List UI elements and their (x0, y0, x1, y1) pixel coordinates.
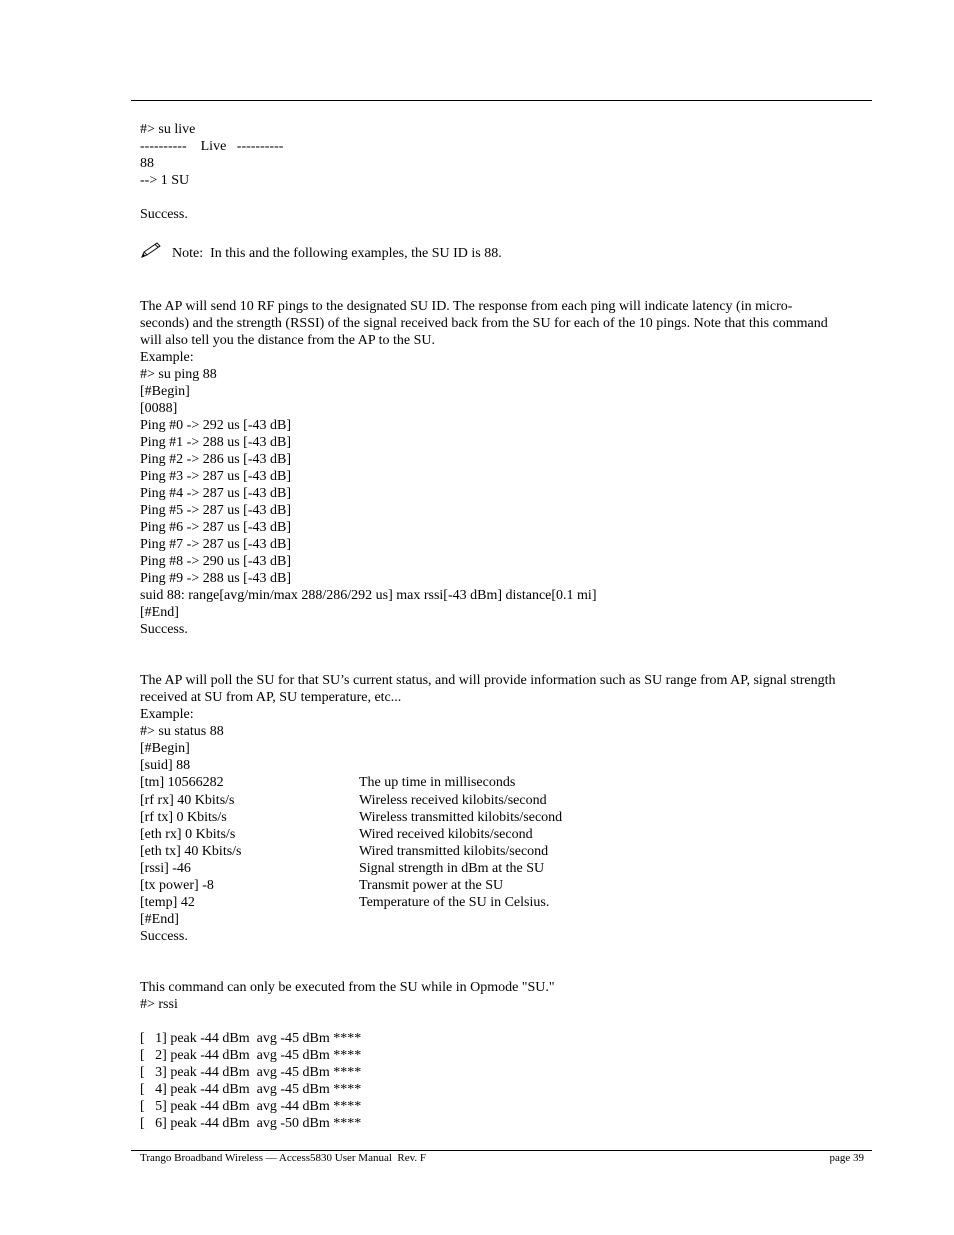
footer-rule (131, 1150, 872, 1151)
ping-description: The AP will send 10 RF pings to the designated SU ID. The response from each ping will indicate latency (in micro-seconds) and the strength (RSSI) of the signal received back from the SU for each of the 10 pings. Note that this command will also tell you the distance from the AP to the SU. (140, 299, 828, 348)
header-rule (131, 100, 872, 101)
ping-line: [#End] (140, 605, 179, 620)
ping-line: [0088] (140, 401, 178, 416)
ping-line: Success. (140, 622, 188, 637)
ping-line: Ping #7 -> 287 us [-43 dB] (140, 537, 292, 552)
status-field: [temp] 42 (140, 895, 195, 910)
page-number: page 39 (829, 1152, 864, 1164)
status-line: Example: (140, 707, 194, 722)
rssi-line: [ 1] peak -44 dBm avg -45 dBm **** (140, 1031, 362, 1046)
status-meaning: The up time in milliseconds (359, 775, 516, 790)
live-line: --> 1 SU (140, 173, 190, 188)
status-field: [rf tx] 0 Kbits/s (140, 810, 227, 825)
status-field: [tx power] -8 (140, 878, 214, 893)
status-meaning: Transmit power at the SU (359, 878, 504, 893)
ping-line: Ping #5 -> 287 us [-43 dB] (140, 503, 292, 518)
status-meaning: Signal strength in dBm at the SU (359, 861, 545, 876)
ping-line: Ping #1 -> 288 us [-43 dB] (140, 435, 292, 450)
status-line: #> su status 88 (140, 724, 224, 739)
status-meaning: Wireless received kilobits/second (359, 793, 547, 808)
status-field: [eth rx] 0 Kbits/s (140, 827, 236, 842)
footer-title: Trango Broadband Wireless — Access5830 User Manual Rev. F (140, 1152, 427, 1164)
status-meaning: Wireless transmitted kilobits/second (359, 810, 563, 825)
status-description: The AP will poll the SU for that SU’s current status, and will provide information such as SU range from AP, signal strength received at SU from AP, SU temperature, etc... (140, 673, 836, 705)
status-meaning: Wired received kilobits/second (359, 827, 533, 842)
status-field: [rf rx] 40 Kbits/s (140, 793, 235, 808)
rssi-line: [ 5] peak -44 dBm avg -44 dBm **** (140, 1099, 362, 1114)
ping-line: Ping #4 -> 287 us [-43 dB] (140, 486, 292, 501)
status-line: [suid] 88 (140, 758, 191, 773)
ping-line: Ping #3 -> 287 us [-43 dB] (140, 469, 292, 484)
ping-line: [#Begin] (140, 384, 190, 399)
live-line: #> su live (140, 122, 196, 137)
ping-line: Ping #6 -> 287 us [-43 dB] (140, 520, 292, 535)
rssi-line: [ 3] peak -44 dBm avg -45 dBm **** (140, 1065, 362, 1080)
rssi-command: #> rssi (140, 997, 178, 1012)
live-line: Success. (140, 207, 188, 222)
rssi-line: [ 4] peak -44 dBm avg -45 dBm **** (140, 1082, 362, 1097)
live-line: ---------- Live ---------- (140, 139, 284, 154)
status-field: [rssi] -46 (140, 861, 191, 876)
ping-line: #> su ping 88 (140, 367, 217, 382)
ping-line: suid 88: range[avg/min/max 288/286/292 us] max rssi[-43 dBm] distance[0.1 mi] (140, 588, 597, 603)
status-line: [#End] (140, 912, 179, 927)
status-field: [tm] 10566282 (140, 775, 224, 790)
ping-line: Example: (140, 350, 194, 365)
status-field: [eth tx] 40 Kbits/s (140, 844, 242, 859)
live-line: 88 (140, 156, 154, 171)
rssi-line: [ 2] peak -44 dBm avg -45 dBm **** (140, 1048, 362, 1063)
ping-line: Ping #0 -> 292 us [-43 dB] (140, 418, 292, 433)
status-meaning: Temperature of the SU in Celsius. (359, 895, 550, 910)
note-text: Note: In this and the following examples, the SU ID is 88. (172, 246, 502, 261)
ping-line: Ping #8 -> 290 us [-43 dB] (140, 554, 292, 569)
status-meaning: Wired transmitted kilobits/second (359, 844, 549, 859)
pencil-icon (140, 241, 162, 259)
status-line: Success. (140, 929, 188, 944)
ping-line: Ping #2 -> 286 us [-43 dB] (140, 452, 292, 467)
rssi-description: This command can only be executed from the SU while in Opmode "SU." (140, 980, 555, 995)
status-line: [#Begin] (140, 741, 190, 756)
rssi-line: [ 6] peak -44 dBm avg -50 dBm **** (140, 1116, 362, 1131)
ping-line: Ping #9 -> 288 us [-43 dB] (140, 571, 292, 586)
